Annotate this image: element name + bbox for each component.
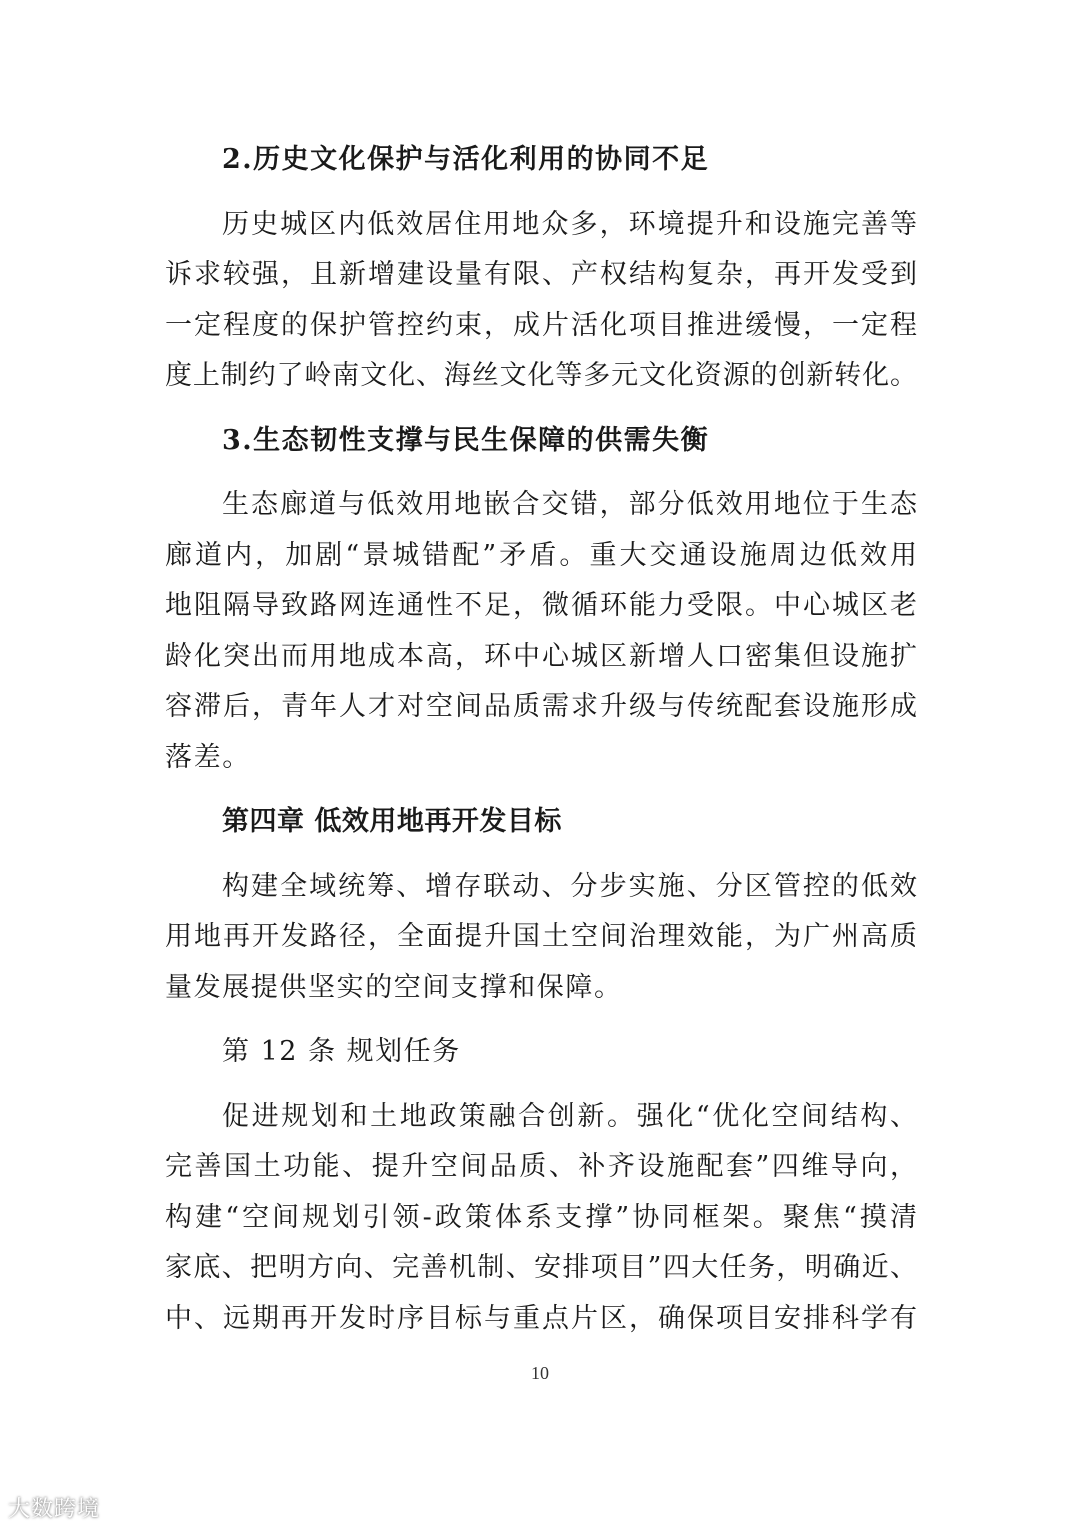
paragraph-line: 诉求较强，且新增建设量有限、产权结构复杂，再开发受到 (165, 259, 917, 290)
watermark-logo: 大数跨境 (8, 1497, 101, 1522)
paragraph-line: 历史城区内低效居住用地众多，环境提升和设施完善等 (222, 208, 917, 240)
paragraph-line: 生态廊道与低效用地嵌合交错，部分低效用地位于生态 (222, 489, 917, 520)
paragraph-line: 家底、把明方向、完善机制、安排项目”四大任务，明确近、 (165, 1252, 917, 1283)
paragraph-line: 构建全域统筹、增存联动、分步实施、分区管控的低效 (222, 870, 917, 902)
paragraph-line: 落差。 (165, 741, 251, 773)
paragraph-line: 容滞后，青年人才对空间品质需求升级与传统配套设施形成 (165, 691, 917, 722)
paragraph-line: 用地再开发路径，全面提升国土空间治理效能，为广州高质 (165, 921, 917, 952)
paragraph-line: 度上制约了岭南文化、海丝文化等多元文化资源的创新转化。 (165, 360, 917, 391)
chapter-heading: 第四章 低效用地再开发目标 (222, 806, 562, 837)
section-heading: 2.历史文化保护与活化利用的协同不足 (222, 144, 710, 175)
paragraph-line: 中、远期再开发时序目标与重点片区，确保项目安排科学有 (165, 1302, 917, 1334)
section-heading: 3.生态韧性支撑与民生保障的供需失衡 (222, 424, 710, 456)
article-heading: 第 12 条 规划任务 (222, 1036, 461, 1067)
page-number: 10 (531, 1363, 549, 1383)
paragraph-line: 促进规划和土地政策融合创新。强化“优化空间结构、 (222, 1100, 917, 1132)
paragraph-line: 量发展提供坚实的空间支撑和保障。 (165, 971, 623, 1003)
paragraph-line: 龄化突出而用地成本高，环中心城区新增人口密集但设施扩 (165, 640, 917, 672)
paragraph-line: 一定程度的保护管控约束，成片活化项目推进缓慢，一定程 (165, 309, 917, 341)
paragraph-line: 地阻隔导致路网连通性不足，微循环能力受限。中心城区老 (165, 590, 917, 621)
paragraph-line: 完善国土功能、提升空间品质、补齐设施配套”四维导向， (165, 1151, 917, 1182)
paragraph-line: 构建“空间规划引领-政策体系支撑”协同框架。聚焦“摸清 (165, 1201, 917, 1233)
document-body (165, 135, 917, 1344)
paragraph-line: 廊道内，加剧“景城错配”矛盾。重大交通设施周边低效用 (165, 539, 917, 571)
